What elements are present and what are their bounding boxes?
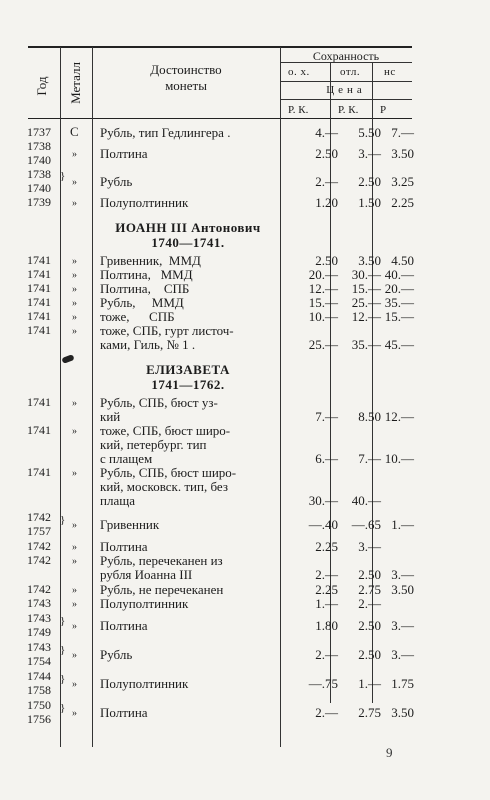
header-denomination: Достоинство монеты xyxy=(150,62,222,93)
row-denomination: Рубль, СПБ, бюст уз- xyxy=(100,395,218,410)
row-price-otl: 40.— xyxy=(351,493,381,508)
row-metal: » xyxy=(72,149,77,160)
row-price-nc: 12.— xyxy=(384,409,414,424)
row-price-nc: 3.50 xyxy=(391,705,414,720)
row-denomination: Рубль, тип Гедлингера . xyxy=(100,125,231,140)
row-metal: » xyxy=(72,468,77,479)
row-denomination: тоже, СПБ, бюст широ- xyxy=(100,423,231,438)
row-denomination-cont: кий, петербург. тип xyxy=(100,437,207,452)
row-year-end: 1740 xyxy=(27,181,51,195)
row-price-otl: 12.— xyxy=(351,309,381,324)
row-year: 1741 xyxy=(27,295,51,309)
row-year: 1741 xyxy=(27,267,51,281)
row-denomination: Полтина, СПБ xyxy=(100,281,190,296)
row-year: 1742 xyxy=(27,582,51,596)
row-metal: » xyxy=(72,270,77,281)
header-year: Год xyxy=(34,76,49,96)
row-denomination-cont: плаща xyxy=(100,493,135,508)
row-price-otl: 2.75 xyxy=(358,705,381,720)
row-price-otl: 2.50 xyxy=(358,618,381,633)
row-metal: » xyxy=(72,298,77,309)
header-currency-1: Р. К. xyxy=(288,104,309,116)
row-denomination: Рубль xyxy=(100,174,133,189)
row-year: 1741 xyxy=(27,253,51,267)
row-price-otl: 25.— xyxy=(351,295,381,310)
row-price-ox: 4.— xyxy=(315,125,338,140)
row-metal: » xyxy=(72,198,77,209)
row-price-ox: 2.— xyxy=(315,647,338,662)
row-price-ox: 2.50 xyxy=(315,146,338,161)
row-year: 1741 xyxy=(27,423,51,437)
row-price-otl: —.65 xyxy=(351,517,381,532)
row-denomination: Гривенник xyxy=(100,517,160,532)
row-year-end: 1740 xyxy=(27,153,51,167)
row-price-otl: 2.75 xyxy=(358,582,381,597)
row-price-ox: 1.— xyxy=(315,596,338,611)
row-price-otl: 7.— xyxy=(358,451,381,466)
column-divider-year xyxy=(60,47,61,747)
row-price-otl: 3.— xyxy=(358,146,381,161)
row-metal: » xyxy=(72,177,77,188)
row-price-otl: 2.50 xyxy=(358,567,381,582)
row-year: 1742 xyxy=(27,553,51,567)
row-price-nc: 3.— xyxy=(391,647,414,662)
row-price-nc: 3.— xyxy=(391,618,414,633)
row-year: 1743 xyxy=(27,611,51,625)
header-bottom-rule xyxy=(28,118,412,119)
row-price-otl: 15.— xyxy=(351,281,381,296)
row-price-nc: 20.— xyxy=(384,281,414,296)
row-metal: » xyxy=(72,708,77,719)
header-metal: Металл xyxy=(68,62,83,104)
row-price-otl: 35.— xyxy=(351,337,381,352)
row-price-otl: 8.50 xyxy=(358,409,381,424)
header-grade-nc: нс xyxy=(384,66,396,78)
column-divider-denom xyxy=(280,47,281,747)
row-metal: » xyxy=(72,426,77,437)
row-price-ox: 2.25 xyxy=(315,539,338,554)
row-denomination-cont: рубля Иоанна III xyxy=(100,567,193,582)
row-price-ox: —.40 xyxy=(308,517,338,532)
row-price-nc: 2.25 xyxy=(391,195,414,210)
row-denomination: Полтина, ММД xyxy=(100,267,193,282)
row-price-ox: 2.— xyxy=(315,705,338,720)
row-metal: » xyxy=(72,542,77,553)
row-price-nc: 3.50 xyxy=(391,582,414,597)
row-price-otl: 3.— xyxy=(358,539,381,554)
row-price-otl: 30.— xyxy=(351,267,381,282)
row-metal: » xyxy=(72,585,77,596)
row-price-ox: 2.— xyxy=(315,567,338,582)
row-year: 1741 xyxy=(27,465,51,479)
row-year: 1750 xyxy=(27,698,51,712)
row-denomination: Рубль, не перечеканен xyxy=(100,582,224,597)
row-year: 1742 xyxy=(27,510,51,524)
row-year: 1743 xyxy=(27,596,51,610)
row-denomination-cont: кий, московск. тип, без xyxy=(100,479,228,494)
row-price-ox: 15.— xyxy=(308,295,338,310)
row-denomination: Полтина xyxy=(100,705,148,720)
page-number: 9 xyxy=(386,745,393,760)
row-price-ox: 30.— xyxy=(308,493,338,508)
section-years: 1741—1762. xyxy=(151,377,225,392)
row-price-ox: 2.50 xyxy=(315,253,338,268)
section-title: ЕЛИЗАВЕТА xyxy=(146,362,230,377)
header-price: Цена xyxy=(326,84,366,96)
row-denomination: Полуполтинник xyxy=(100,596,189,611)
row-price-ox: 1.80 xyxy=(315,618,338,633)
row-metal: » xyxy=(72,520,77,531)
row-metal: » xyxy=(72,599,77,610)
row-price-ox: 2.— xyxy=(315,174,338,189)
row-denomination: тоже, СПБ, гурт листоч- xyxy=(100,323,234,338)
row-price-nc: 40.— xyxy=(384,267,414,282)
row-metal: » xyxy=(72,256,77,267)
row-year: 1737 xyxy=(27,125,51,139)
row-metal: » xyxy=(72,284,77,295)
row-price-otl: 2.50 xyxy=(358,174,381,189)
header-conservation: Сохранность xyxy=(312,49,380,63)
row-metal: » xyxy=(72,312,77,323)
header-currency-2: Р. К. xyxy=(338,104,359,116)
header-top-rule xyxy=(28,46,412,48)
row-year: 1738 xyxy=(27,167,51,181)
row-price-nc: 45.— xyxy=(384,337,414,352)
row-metal: » xyxy=(72,556,77,567)
row-price-ox: 10.— xyxy=(308,309,338,324)
header-grade-otl: отл. xyxy=(340,66,361,78)
row-price-ox: —.75 xyxy=(308,676,338,691)
row-denomination: Полтина xyxy=(100,539,148,554)
row-denomination: Рубль, ММД xyxy=(100,295,184,310)
ink-smudge xyxy=(61,354,74,364)
row-year-end: 1754 xyxy=(27,654,51,668)
row-price-ox: 1.20 xyxy=(315,195,338,210)
row-price-nc: 1.— xyxy=(391,517,414,532)
row-denomination-cont: кий xyxy=(100,409,121,424)
row-price-otl: 2.— xyxy=(358,596,381,611)
header-grade-ox: о. х. xyxy=(288,66,310,78)
row-denomination: Рубль xyxy=(100,647,133,662)
row-year: 1738 xyxy=(27,139,51,153)
row-price-ox: 2.25 xyxy=(315,582,338,597)
row-price-nc: 7.— xyxy=(391,125,414,140)
row-denomination: Полтина xyxy=(100,146,148,161)
row-denomination: Полуполтинник xyxy=(100,676,189,691)
row-year-end: 1756 xyxy=(27,712,51,726)
row-price-otl: 5.50 xyxy=(358,125,381,140)
row-price-ox: 7.— xyxy=(315,409,338,424)
row-price-otl: 1.50 xyxy=(358,195,381,210)
row-metal: » xyxy=(72,326,77,337)
row-price-ox: 25.— xyxy=(308,337,338,352)
section-years: 1740—1741. xyxy=(151,235,225,250)
row-denomination-cont: ками, Гиль, № 1 . xyxy=(100,337,196,352)
row-price-ox: 20.— xyxy=(308,267,338,282)
row-year: 1744 xyxy=(27,669,51,683)
row-denomination: Рубль, СПБ, бюст широ- xyxy=(100,465,237,480)
row-denomination: Гривенник, ММД xyxy=(100,253,201,268)
row-price-ox: 12.— xyxy=(308,281,338,296)
row-price-nc: 35.— xyxy=(384,295,414,310)
row-metal: С xyxy=(70,124,79,139)
row-price-otl: 2.50 xyxy=(358,647,381,662)
row-year-end: 1758 xyxy=(27,683,51,697)
row-denomination: Полтина xyxy=(100,618,148,633)
row-price-nc: 4.50 xyxy=(391,253,414,268)
row-price-nc: 1.75 xyxy=(391,676,414,691)
row-year: 1741 xyxy=(27,395,51,409)
row-denomination: Рубль, перечеканен из xyxy=(100,553,223,568)
row-year: 1742 xyxy=(27,539,51,553)
row-denomination-cont: с плащем xyxy=(100,451,153,466)
row-denomination: Полуполтинник xyxy=(100,195,189,210)
row-metal: » xyxy=(72,398,77,409)
row-metal: » xyxy=(72,650,77,661)
row-year: 1741 xyxy=(27,281,51,295)
row-price-otl: 3.50 xyxy=(358,253,381,268)
row-price-ox: 6.— xyxy=(315,451,338,466)
row-price-otl: 1.— xyxy=(358,676,381,691)
row-price-nc: 3.25 xyxy=(391,174,414,189)
row-year: 1741 xyxy=(27,323,51,337)
row-metal: » xyxy=(72,621,77,632)
row-year: 1739 xyxy=(27,195,51,209)
row-year-end: 1757 xyxy=(27,524,51,538)
row-year: 1741 xyxy=(27,309,51,323)
section-title: ИОАНН III Антонович xyxy=(115,220,261,235)
row-denomination: тоже, СПБ xyxy=(100,309,175,324)
row-year: 1743 xyxy=(27,640,51,654)
column-divider-metal xyxy=(92,47,93,747)
row-metal: » xyxy=(72,679,77,690)
row-price-nc: 10.— xyxy=(384,451,414,466)
catalog-page: Год Металл Достоинство монеты Сохранность о. х. отл. нс Цена Р. К. Р. К. Р 1737 С Рубль, тип Гедлингера . 4.— 5.50 7.— 1738 1740 » Полтина 2.50 3.— 3.50 1738 1740 } » Рубль 2.— 2.50 3.25 1739 » Полуполтинник 1.20 1.50 2.25 ИОАНН III Антонович 1740—1741. 1741 » Гривенник, ММД 2.50 3.50 4.50 1741 » Полтина, ММД 20.— 30.— 40.— 1741 » Полтина, СПБ 12.— 15.— 20.— 1741 » Рубль, ММД 15.— 25.— 35.— 1741 » тоже, СПБ 10.— 12.— 15.— 1741 » тоже, СПБ, гурт листоч- ками, Гиль, № 1 . 25.— 35.— 45.— ЕЛИЗАВЕТА 1741—1762. 1741 » Рубль, СПБ, бюст уз- кий 7.— 8.50 12.— 1741 » тоже, СПБ, бюст широ- кий, петербург. тип с плащем 6.— 7.— 10.— 1741 » Рубль, СПБ, бюст широ- кий, московск. тип, без плаща 30.— 40.— 1742 1757 } » Гривенник —.40 —.65 1.— 1742 » Полтина 2.25 3.— 1742 » Рубль, перечеканен из рубля Иоанна III 2.— 2.50 3.— 1742 » Рубль, не перечеканен 2.25 2.75 3.50 1743 » Полуполтинник 1.— 2.— 1743 1749 } » Полтина 1.80 2.50 3.— 1743 1754 } » Рубль 2.— 2.50 3.— 1744 1758 } » Полуполтинник —.75 1.— 1.75 1750 1756 } » Полтина 2.— 2.75 3.50 9 xyxy=(0,0,490,800)
row-year-end: 1749 xyxy=(27,625,51,639)
row-price-nc: 3.— xyxy=(391,567,414,582)
header-currency-3: Р xyxy=(380,104,387,116)
row-price-nc: 3.50 xyxy=(391,146,414,161)
row-price-nc: 15.— xyxy=(384,309,414,324)
